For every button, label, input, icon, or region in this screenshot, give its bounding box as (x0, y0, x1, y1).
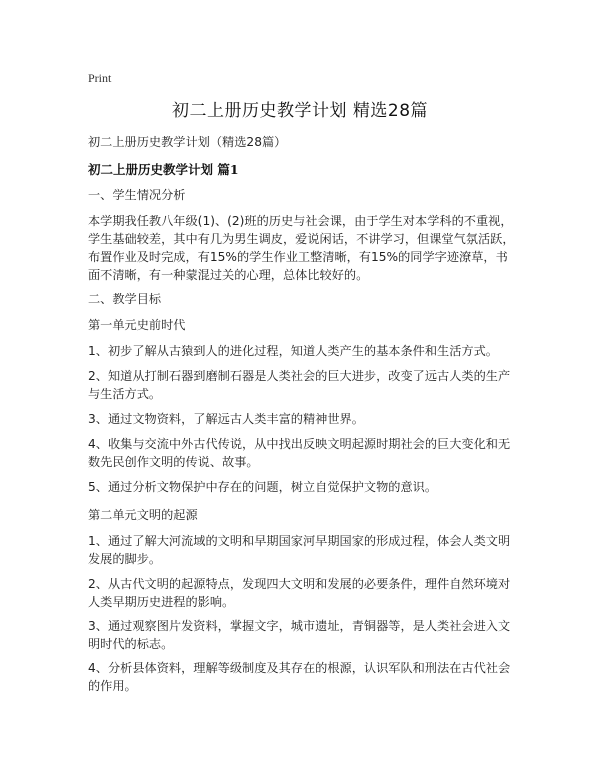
unit-2-item-3: 3、通过观察图片发资料，掌握文字，城市遗址，青铜器等，是人类社会进入文明时代的标志。 (88, 619, 511, 651)
unit-2-item-1: 1、通过了解大河流域的文明和早期国家河早期国家的形成过程，体会人类文明发展的脚步。 (88, 534, 511, 566)
section-heading: 初二上册历史教学计划 篇1 (88, 162, 239, 177)
unit-1-item-3: 3、通过文物资料，了解远古人类丰富的精神世界。 (88, 412, 364, 426)
unit-2-heading: 第二单元文明的起源 (88, 508, 198, 522)
unit-1-item-5: 5、通过分析文物保护中存在的问题，树立自觉保护文物的意识。 (88, 480, 438, 494)
unit-2-item-4: 4、分析县体资料，理解等级制度及其存在的根源，认识军队和刑法在古代社会的作用。 (88, 661, 511, 693)
heading-teaching-goals: 二、教学目标 (88, 292, 162, 306)
print-link[interactable]: Print (88, 71, 112, 85)
unit-1-heading: 第一单元史前时代 (88, 318, 186, 332)
document-title: 初二上册历史教学计划 精选28篇 (171, 101, 429, 121)
unit-1-item-1: 1、初步了解从古猿到人的进化过程，知道人类产生的基本条件和生活方式。 (88, 344, 498, 358)
unit-2-item-2: 2、从古代文明的起源特点，发现四大文明和发展的必要条件，理件自然环境对人类早期历史进程的影响。 (88, 577, 511, 609)
heading-student-analysis: 一、学生情况分析 (88, 188, 186, 202)
unit-1-item-4: 4、收集与交流中外古代传说，从中找出反映文明起源时期社会的巨大变化和无数先民创作文明的传说、故事。 (88, 437, 511, 469)
paragraph-student-analysis: 本学期我任教八年级(1)、(2)班的历史与社会课，由于学生对本学科的不重视，学生基础较差，其中有几为男生调皮，爱说闲话，不讲学习，但课堂气氛活跃，布置作业及时完成，有15%的学生作业工整清晰，有15%的同学字迹潦草，书面不清晰，有一种蒙混过关的心理，总体比较好的。 (88, 214, 515, 282)
document-subtitle: 初二上册历史教学计划（精选28篇） (88, 135, 287, 149)
unit-1-item-2: 2、知道从打制石器到磨制石器是人类社会的巨大进步，改变了远古人类的生产与生活方式。 (88, 369, 511, 401)
